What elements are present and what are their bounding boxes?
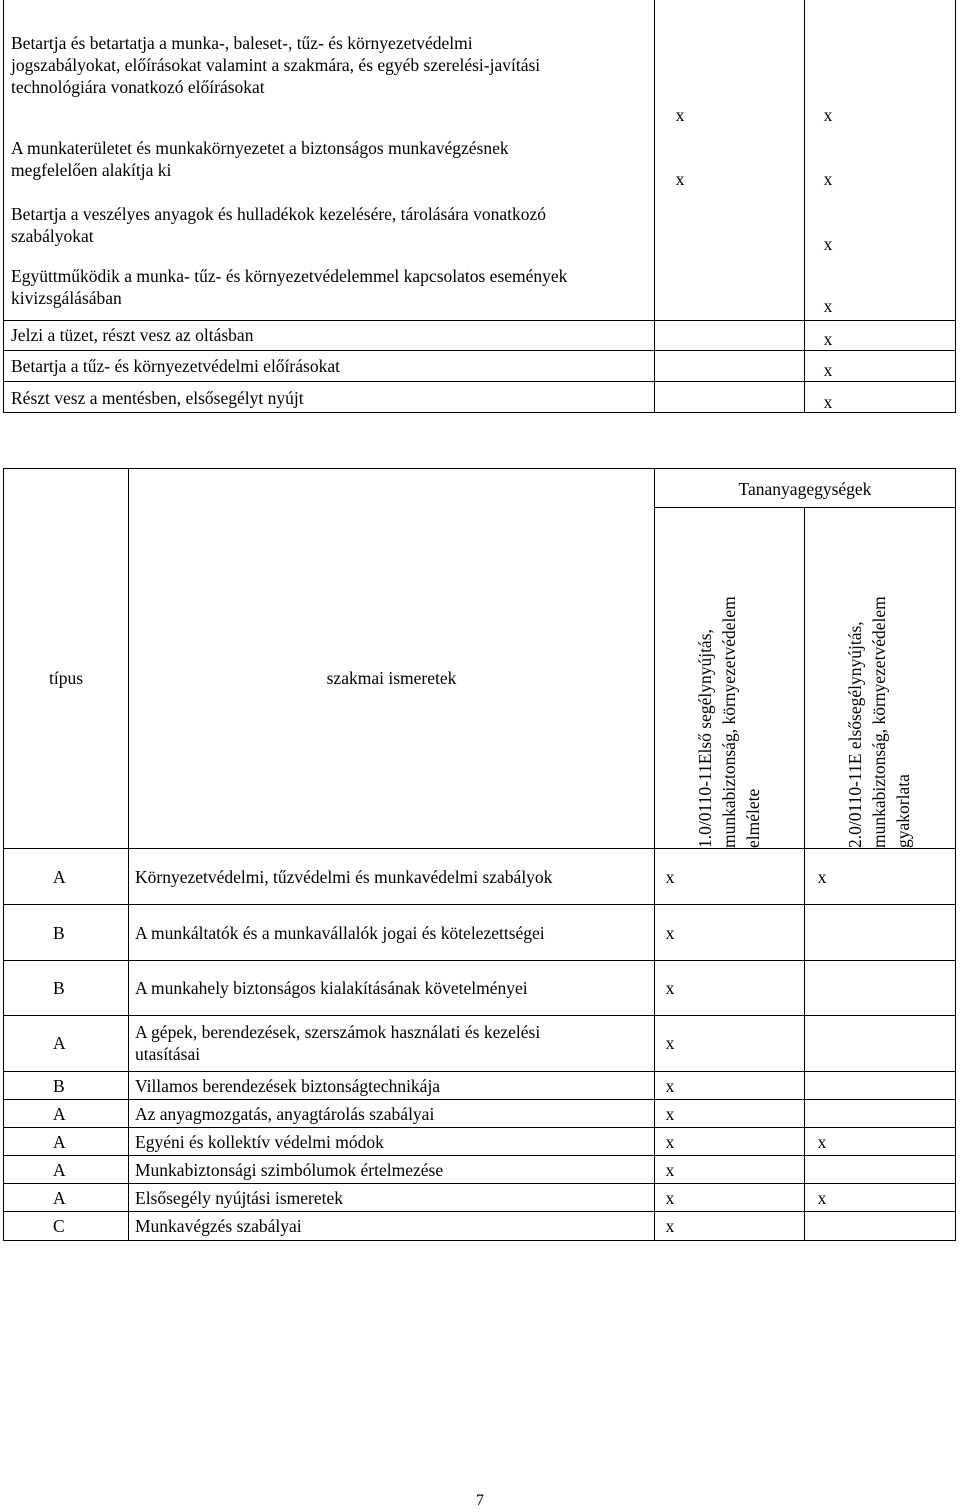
bottom-table-right-border <box>955 468 956 1241</box>
top-row-text: jogszabályokat, előírásokat valamint a szakmára, és egyéb szerelési-javítási <box>11 55 541 75</box>
top-table-divider-2 <box>804 0 805 413</box>
row-tipus: B <box>53 1076 65 1096</box>
top-table-left-border <box>3 0 4 413</box>
row-tipus: C <box>53 1216 65 1236</box>
row-tipus: A <box>53 1188 66 1208</box>
unit1-header-line: munkabiztonság, környezetvédelem <box>719 596 739 848</box>
row-tipus: A <box>53 1033 66 1053</box>
row-mark-unit1: x <box>665 1216 675 1236</box>
row-ismeret: Munkavégzés szabályai <box>135 1216 302 1236</box>
row-mark-unit1: x <box>665 1076 675 1096</box>
row-ismeret: Munkabiztonsági szimbólumok értelmezése <box>135 1160 444 1180</box>
unit1-header-line: elmélete <box>743 788 763 848</box>
top-row-text: kivizsgálásában <box>11 288 122 308</box>
row-mark-unit1: x <box>665 1132 675 1152</box>
row-ismeret: A gépek, berendezések, szerszámok használati és kezelési <box>135 1022 541 1042</box>
top-row-mark-col2: x <box>823 169 833 189</box>
top-row-text: Jelzi a tüzet, részt vesz az oltásban <box>11 325 254 345</box>
top-row-mark-col2: x <box>823 360 833 380</box>
top-row-mark-col1: x <box>675 105 685 125</box>
top-table-row-line <box>3 381 956 382</box>
row-ismeret: A munkáltatók és a munkavállalók jogai és kötelezettségei <box>135 923 545 943</box>
unit1-header-line: 1.0/0110-11Első segélynyújtás, <box>695 629 715 848</box>
bottom-table-bottom-border <box>3 1240 956 1241</box>
top-row-text: Részt vesz a mentésben, elsősegélyt nyújt <box>11 388 304 408</box>
bottom-table-row-line <box>3 1127 956 1128</box>
page-number: 7 <box>476 1492 484 1509</box>
row-ismeret: A munkahely biztonságos kialakításának követelményei <box>135 978 528 998</box>
top-row-text: szabályokat <box>11 226 94 246</box>
bottom-table-row-line <box>3 1183 956 1184</box>
bottom-table-row-line <box>3 1155 956 1156</box>
row-mark-unit1: x <box>665 1188 675 1208</box>
top-row-text: Betartja és betartatja a munka-, baleset-, tűz- és környezetvédelmi <box>11 33 473 53</box>
unit2-header-line: 2.0/0110-11E elsősegélynyújtás, <box>845 621 865 848</box>
bottom-table-group-line <box>654 507 956 508</box>
top-table-bottom-border <box>3 412 956 413</box>
row-ismeret: Elsősegély nyújtási ismeretek <box>135 1188 344 1208</box>
bottom-table-row-line <box>3 960 956 961</box>
row-mark-unit1: x <box>665 923 675 943</box>
top-row-text: Betartja a tűz- és környezetvédelmi előírásokat <box>11 356 340 376</box>
top-row-mark-col2: x <box>823 296 833 316</box>
tipus-header: típus <box>48 668 84 688</box>
unit2-header-line: gyakorlata <box>893 774 913 848</box>
row-tipus: B <box>53 978 65 998</box>
bottom-table-top-border <box>3 468 956 469</box>
row-tipus: A <box>53 1132 66 1152</box>
bottom-table-row-line <box>3 1211 956 1212</box>
bottom-table-row-line <box>3 848 956 849</box>
top-table-right-border <box>955 0 956 413</box>
top-row-text: A munkaterületet és munkakörnyezetet a biztonságos munkavégzésnek <box>11 138 509 158</box>
top-row-mark-col1: x <box>675 169 685 189</box>
row-mark-unit1: x <box>665 1104 675 1124</box>
bottom-table-divider-unit2 <box>804 508 805 1241</box>
row-tipus: A <box>53 867 66 887</box>
row-tipus: A <box>53 1160 66 1180</box>
row-ismeret: Az anyagmozgatás, anyagtárolás szabályai <box>135 1104 435 1124</box>
row-ismeret: Környezetvédelmi, tűzvédelmi és munkavédelmi szabályok <box>135 867 553 887</box>
top-table-row-line <box>3 320 956 321</box>
bottom-table-divider-unit1 <box>654 468 655 1241</box>
row-ismeret: Villamos berendezések biztonságtechnikája <box>135 1076 441 1096</box>
top-row-text: technológiára vonatkozó előírásokat <box>11 77 265 97</box>
bottom-table-row-line <box>3 1015 956 1016</box>
row-mark-unit2: x <box>817 1132 827 1152</box>
top-row-mark-col2: x <box>823 234 833 254</box>
tananyagegysegek-header: Tananyagegységek <box>738 479 872 499</box>
row-mark-unit1: x <box>665 867 675 887</box>
row-tipus: A <box>53 1104 66 1124</box>
top-row-text: megfelelően alakítja ki <box>11 160 172 180</box>
top-row-mark-col2: x <box>823 105 833 125</box>
top-row-mark-col2: x <box>823 392 833 412</box>
row-mark-unit1: x <box>665 978 675 998</box>
row-tipus: B <box>53 923 65 943</box>
bottom-table-divider-tipus <box>128 468 129 1241</box>
bottom-table-row-line <box>3 1099 956 1100</box>
top-row-text: Betartja a veszélyes anyagok és hulladékok kezelésére, tárolására vonatkozó <box>11 204 546 224</box>
row-ismeret: Egyéni és kollektív védelmi módok <box>135 1132 384 1152</box>
top-row-mark-col2: x <box>823 329 833 349</box>
szakmai-ismeretek-header: szakmai ismeretek <box>326 668 457 688</box>
bottom-table-left-border <box>3 468 4 1241</box>
row-mark-unit1: x <box>665 1160 675 1180</box>
unit2-header-line: munkabiztonság, környezetvédelem <box>869 596 889 848</box>
top-table-row-line <box>3 350 956 351</box>
row-mark-unit1: x <box>665 1033 675 1053</box>
bottom-table-row-line <box>3 1071 956 1072</box>
bottom-table-row-line <box>3 904 956 905</box>
row-ismeret: utasításai <box>135 1044 201 1064</box>
row-mark-unit2: x <box>817 1188 827 1208</box>
row-mark-unit2: x <box>817 867 827 887</box>
top-table-divider-1 <box>654 0 655 413</box>
top-row-text: Együttműködik a munka- tűz- és környezetvédelemmel kapcsolatos események <box>11 266 568 286</box>
